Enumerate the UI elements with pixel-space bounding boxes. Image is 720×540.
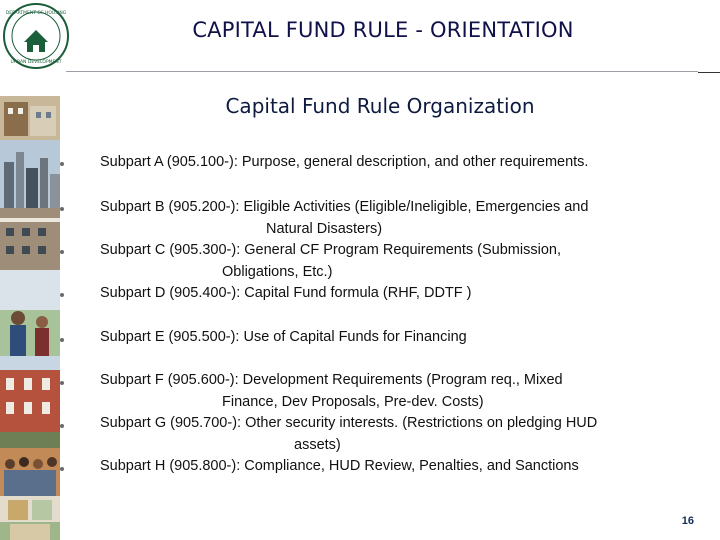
item-text: Subpart D (905.400-): Capital Fund formula (RHF, DDTF ): [100, 285, 472, 301]
item-text: Subpart C (905.300-): General CF Program Requirements (Submission,: [100, 242, 561, 258]
item-text-continuation: Finance, Dev Proposals, Pre-dev. Costs): [222, 393, 484, 410]
photo-strip: [0, 96, 60, 540]
list-item-subpart-a: [100, 152, 690, 174]
bullet-marker: [60, 467, 64, 471]
item-text: Subpart B (905.200-): Eligible Activities (Eligible/Ineligible, Emergencies and: [100, 199, 589, 215]
list-item-subpart-c: [100, 240, 690, 283]
list-item-subpart-b: [100, 197, 690, 240]
bullet-marker: [60, 250, 64, 254]
item-text-continuation: Natural Disasters): [266, 220, 383, 237]
item-text: Subpart G (905.700-): Other security interests. (Restrictions on pledging HUD: [100, 415, 598, 431]
bullet-marker: [60, 338, 64, 342]
bullet-marker: [60, 207, 64, 211]
porch-houses-photo: [0, 496, 60, 522]
list-item-subpart-h: [100, 456, 690, 478]
city-skyline-photo: [0, 140, 60, 208]
svg-text:URBAN DEVELOPMENT: URBAN DEVELOPMENT: [10, 60, 62, 65]
svg-text:DEPARTMENT OF HOUSING: DEPARTMENT OF HOUSING: [5, 11, 67, 16]
bullet-marker: [60, 381, 64, 385]
item-text: Subpart E (905.500-): Use of Capital Funds for Financing: [100, 329, 467, 345]
item-text: Subpart F (905.600-): Development Requirements (Program req., Mixed: [100, 372, 563, 388]
apartment-block-photo: [0, 208, 60, 270]
list-item-subpart-g: [100, 413, 690, 456]
row-houses-photo: [0, 96, 60, 140]
group-of-people-photo: [0, 448, 60, 496]
header-title: CAPITAL FUND RULE - ORIENTATION: [192, 18, 574, 42]
item-text-continuation: assets): [294, 436, 341, 453]
page-number: 16: [681, 515, 694, 527]
item-text: Subpart A (905.100-): Purpose, general description, and other requirements.: [100, 154, 589, 170]
list-item-subpart-f: [100, 370, 690, 413]
list-item-subpart-e: [100, 327, 690, 349]
slide-title: Capital Fund Rule Organization: [225, 94, 535, 118]
item-text: Subpart H (905.800-): Compliance, HUD Review, Penalties, and Sanctions: [100, 458, 579, 474]
bullet-marker: [60, 424, 64, 428]
item-text-continuation: Obligations, Etc.): [222, 263, 333, 280]
subpart-list: [60, 0, 720, 540]
bullet-marker: [60, 162, 64, 166]
residents-photo: [0, 270, 60, 356]
mixed-use-building-photo: [0, 522, 60, 540]
brick-townhouses-photo: [0, 356, 60, 448]
bullet-marker: [60, 293, 64, 297]
list-item-subpart-d: [100, 283, 690, 305]
